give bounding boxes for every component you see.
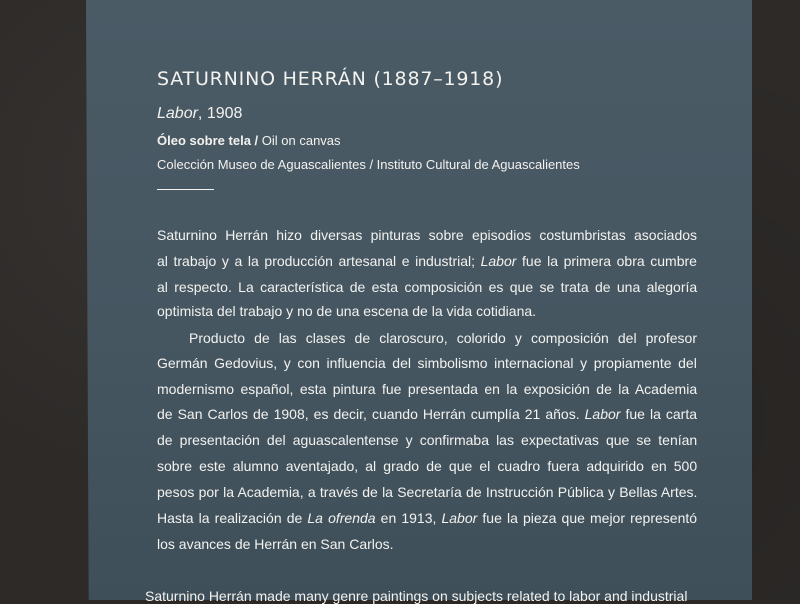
text-run: de presentación del aguascalentense y confirmaba las expectativas que se tenían — [157, 432, 698, 448]
medium-english: Oil on canvas — [258, 133, 341, 148]
work-title: Labor — [157, 105, 198, 122]
paragraph-line — [157, 406, 697, 422]
medium-spanish: Óleo sobre tela / — [157, 133, 259, 148]
paragraph-line — [157, 510, 697, 526]
italic-title: Labor — [584, 406, 621, 422]
work-year: , 1908 — [197, 105, 243, 122]
italic-title: Labor — [441, 510, 478, 526]
paragraph-line — [157, 484, 697, 500]
artist-heading: SATURNINO HERRÁN (1887–1918) — [157, 68, 504, 90]
text-run: Hasta la realización de — [157, 510, 308, 526]
text-run: al trabajo y a la producción artesanal e industrial; — [157, 253, 481, 269]
medium-line — [157, 133, 341, 148]
text-run: de San Carlos de 1908, es decir, cuando Herrán cumplía 21 años. — [157, 406, 585, 422]
divider-rule — [157, 189, 214, 190]
text-run: modernismo español, esta pintura fue presentada en la exposición de la Academia — [157, 381, 698, 397]
text-run: optimista del trabajo y no de una escena de la vida cotidiana. — [157, 303, 537, 319]
text-run: pesos por la Academia, a través de la Secretaría de Instrucción Pública y Bellas Artes. — [157, 484, 698, 500]
paragraph-line — [189, 330, 697, 346]
paragraph-line — [157, 355, 697, 371]
italic-title: La ofrenda — [307, 510, 376, 526]
text-run: fue la carta — [620, 406, 698, 422]
collection-line: Colección Museo de Aguascalientes / Instituto Cultural de Aguascalientes — [157, 157, 580, 172]
text-run: al respecto. La característica de esta composición es que se trata de una alegoría — [157, 279, 698, 295]
english-text-partial: Saturnino Herrán made many genre paintings on subjects related to labor and industrial — [145, 588, 688, 604]
italic-title: Labor — [480, 253, 517, 269]
text-run: Germán Gedovius, y con influencia del simbolismo internacional y propiamente del — [157, 355, 697, 371]
text-run: fue la pieza que mejor representó — [477, 510, 698, 526]
text-run: sobre este alumno aventajado, al grado de que el cuadro fuera adquirido en 500 — [157, 458, 698, 474]
paragraph-line — [157, 279, 697, 295]
text-run: en 1913, — [375, 510, 442, 526]
paragraph-line — [157, 227, 697, 243]
work-title-line — [157, 105, 242, 123]
paragraph-line — [157, 536, 394, 552]
text-run: Producto de las clases de claroscuro, colorido y composición del profesor — [189, 330, 698, 346]
text-run: los avances de Herrán en San Carlos. — [157, 536, 394, 552]
paragraph-line — [157, 432, 697, 448]
paragraph-line — [157, 303, 536, 319]
text-run: Saturnino Herrán hizo diversas pinturas sobre episodios costumbristas asociados — [157, 227, 698, 243]
paragraph-line — [157, 458, 697, 474]
text-run: fue la primera obra cumbre — [516, 253, 697, 269]
paragraph-line — [157, 253, 697, 269]
paragraph-line — [157, 381, 697, 397]
